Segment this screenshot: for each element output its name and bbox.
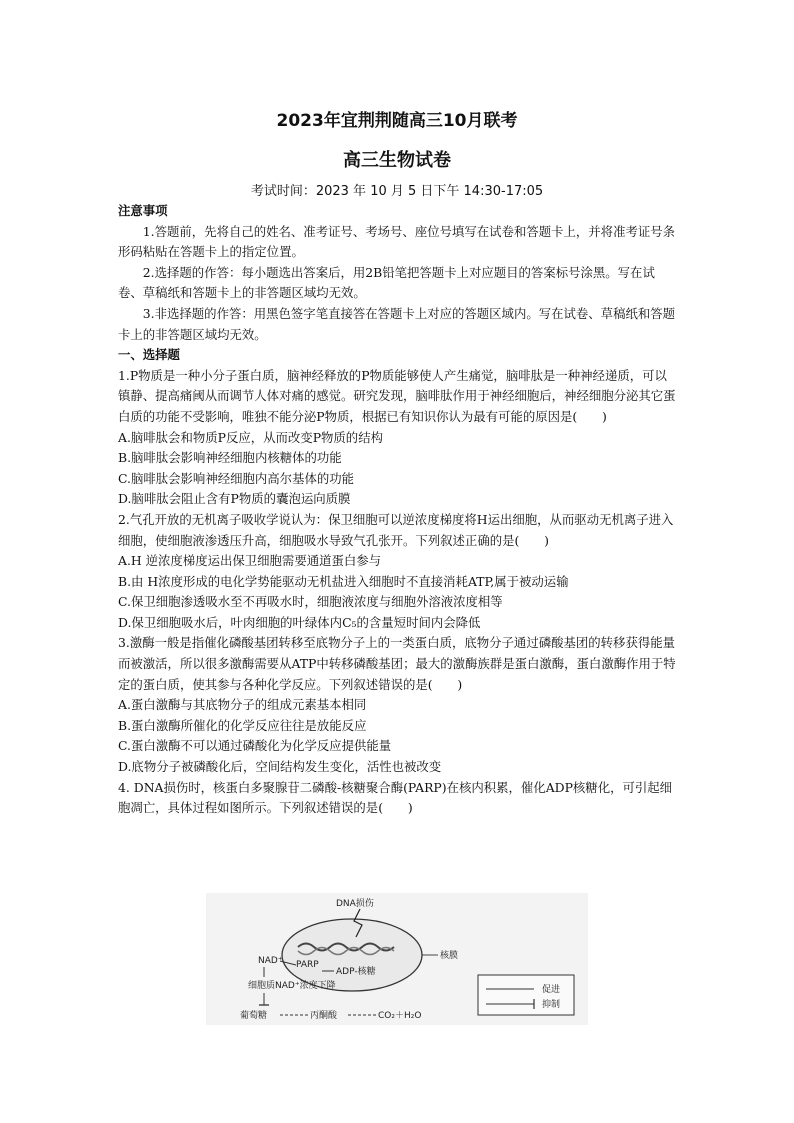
question-option: A.脑啡肽会和物质P反应，从而改变P物质的结构 [118, 429, 383, 445]
question-stem: 2.气孔开放的无机离子吸收学说认为：保卫细胞可以逆浓度梯度将H运出细胞，从而驱动无机离子进入细胞，使细胞液渗透压升高，细胞吸水导致气孔张开。下列叙述正确的是( ) [118, 511, 674, 548]
question-option: A.蛋白激酶与其底物分子的组成元素基本相同 [118, 697, 367, 713]
question-option: C.蛋白激酶不可以通过磷酸化为化学反应提供能量 [118, 738, 392, 754]
section-heading: 一、选择题 [118, 347, 180, 363]
nad-decrease-label: 细胞质NAD⁺浓度下降 [248, 981, 336, 991]
parp-pathway-figure [206, 893, 588, 1025]
notice-item: 1.答题前，先将自己的姓名、准考证号、考场号、座位号填写在试卷和答题卡上，并将准考证号条形码粘贴在答题卡上的指定位置。 [118, 223, 676, 260]
notice-item: 3.非选择题的作答：用黑色签字笔直接答在答题卡上对应的答题区域内。写在试卷、草稿纸和答题卡上的非答题区域均无效。 [118, 305, 676, 342]
question-option: D.底物分子被磷酸化后，空间结构发生变化，活性也被改变 [118, 759, 442, 775]
nucleus-membrane-label: 核膜 [440, 951, 459, 961]
notice-heading: 注意事项 [118, 203, 168, 218]
legend-inhibit-label: 抑制 [542, 1000, 561, 1010]
question-stem: 1.P物质是一种小分子蛋白质，脑神经释放的P物质能够使人产生痛觉，脑啡肽是一种神经递质，可以镇静、提高痛阈从而调节人体对痛的感觉。研究发现，脑啡肽作用于神经细胞后，神经细胞分泌其它蛋白质的功能不受影响，唯独不能分泌P物质，根据已有知识你认为最有可能的原因是( ) [118, 367, 676, 424]
question-option: B.蛋白激酶所催化的化学反应往往是放能反应 [118, 717, 367, 733]
question-stem: 3.激酶一般是指催化磷酸基团转移至底物分子上的一类蛋白质，底物分子通过磷酸基团的转移获得能量而被激活，所以很多激酶需要从ATP中转移磷酸基团；最大的激酶族群是蛋白激酶，蛋白激酶作用于特定的蛋白质，使其参与各种化学反应。下列叙述错误的是( ) [118, 635, 676, 692]
question-stem: 4. DNA损伤时，核蛋白多聚腺苷二磷酸-核糖聚合酶(PARP)在核内积累，催化ADP核糖化，可引起细胞凋亡，具体过程如图所示。下列叙述错误的是( ) [118, 779, 673, 816]
glucose-label: 葡萄糖 [240, 1011, 268, 1021]
exam-time: 考试时间：2023 年 10 月 5 日下午 14:30-17:05 [250, 184, 544, 199]
question-option: D.保卫细胞吸水后，叶肉细胞的叶绿体内C₅的含量短时间内会降低 [118, 614, 481, 630]
question-option: C.保卫细胞渗透吸水至不再吸水时，细胞液浓度与细胞外溶液浓度相等 [118, 594, 503, 610]
question-option: C.脑啡肽会影响神经细胞内高尔基体的功能 [118, 470, 355, 486]
question-option: A.H 逆浓度梯度运出保卫细胞需要通道蛋白参与 [118, 553, 382, 569]
products-label: CO₂＋H₂O [378, 1011, 422, 1021]
question-option: B.由 H浓度形成的电化学势能驱动无机盐进入细胞时不直接消耗ATP,属于被动运输 [118, 573, 569, 589]
question-option: D.脑啡肽会阻止含有P物质的囊泡运向质膜 [118, 491, 351, 507]
exam-body [118, 201, 678, 819]
exam-subtitle: 高三生物试卷 [343, 150, 451, 171]
dna-damage-label: DNA损伤 [336, 899, 374, 909]
adp-ribose-label: ADP-核糖 [336, 967, 376, 977]
question-option: B.脑啡肽会影响神经细胞内核糖体的功能 [118, 450, 342, 466]
legend-promote-label: 促进 [542, 985, 561, 995]
notice-item: 2.选择题的作答：每小题选出答案后，用2B铅笔把答题卡上对应题目的答案标号涂黑。写在试卷、草稿纸和答题卡上的非答题区域均无效。 [118, 264, 655, 301]
parp-label: PARP [296, 960, 319, 970]
nad-label: NAD⁺ [258, 956, 283, 966]
pyruvate-label: 丙酮酸 [310, 1011, 338, 1021]
exam-title: 2023年宜荆荆随高三10月联考 [276, 111, 518, 131]
